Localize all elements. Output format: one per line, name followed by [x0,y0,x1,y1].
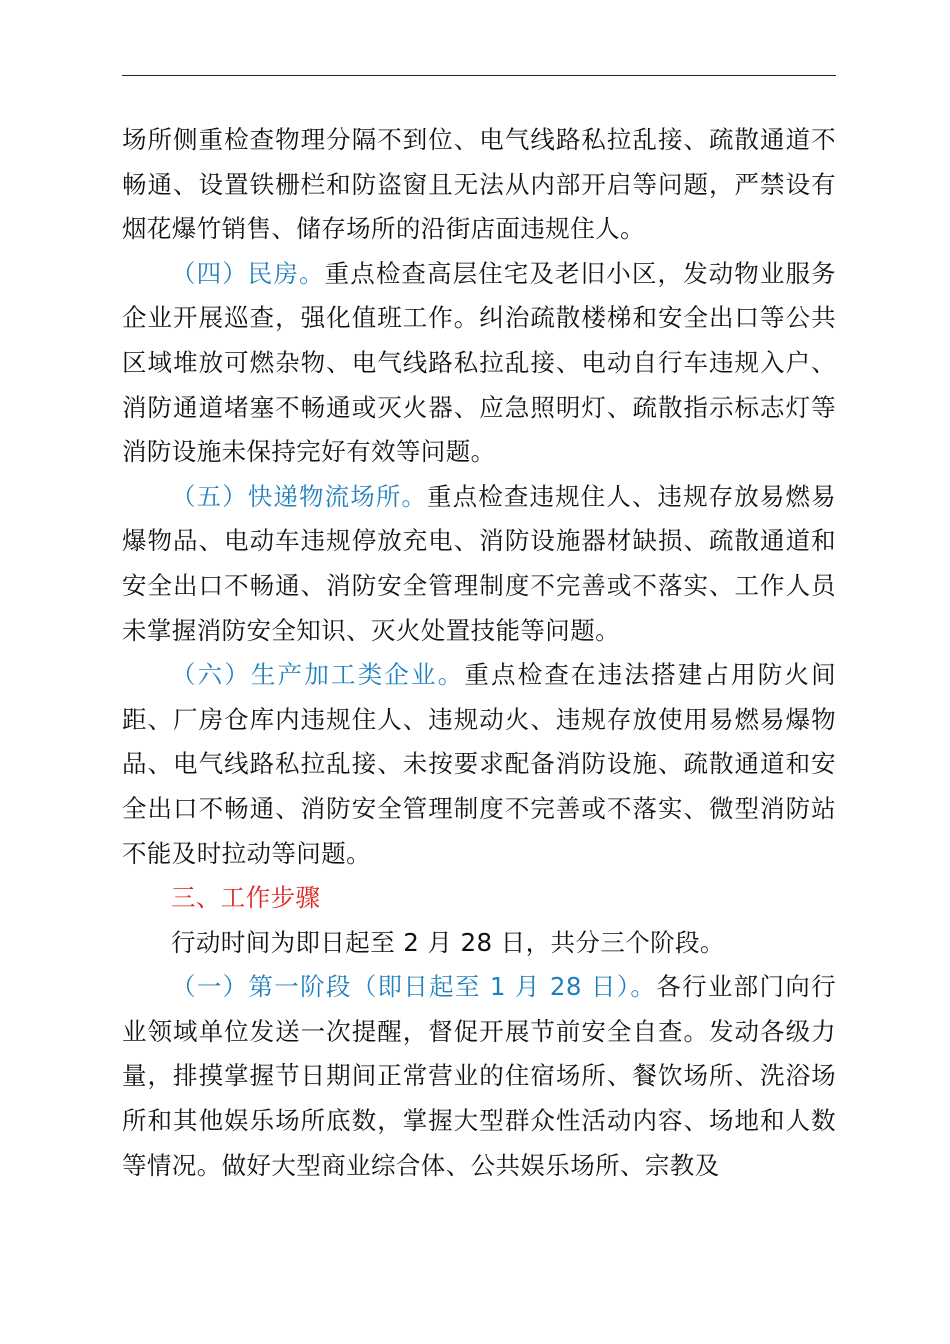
paragraph-text: 重点检查高层住宅及老旧小区，发动物业服务企业开展巡查，强化值班工作。纠治疏散楼梯和安全出口等公共区域堆放可燃杂物、电气线路私拉乱接、电动自行车违规入户、消防通道堵塞不畅通或灭火器、应急照明灯、疏散指示标志灯等消防设施未保持完好有效等问题。 [122,258,836,467]
subheading-logistics: （五）快递物流场所。 [171,481,428,511]
subheading-manufacturing: （六）生产加工类企业。 [171,660,465,690]
section-title-work-steps [122,876,836,921]
paragraph-text: 场所侧重检查物理分隔不到位、电气线路私拉乱接、疏散通道不畅通、设置铁栅栏和防盗窗且无法从内部开启等问题，严禁设有烟花爆竹销售、储存场所的沿街店面违规住人。 [122,125,836,244]
paragraph-logistics [122,475,836,653]
section-title: 三、工作步骤 [171,883,321,913]
paragraph-text: 重点检查在违法搭建占用防火间距、厂房仓库内违规住人、违规动火、违规存放使用易燃易爆物品、电气线路私拉乱接、未按要求配备消防设施、疏散通道和安全出口不畅通、消防安全管理制度不完善或不落实、微型消防站不能及时拉动等问题。 [122,660,836,868]
paragraph-text: 各行业部门向行业领域单位发送一次提醒，督促开展节前安全自查。发动各级力量，排摸掌握节日期间正常营业的住宿场所、餐饮场所、洗浴场所和其他娱乐场所底数，掌握大型群众性活动内容、场地和人数等情况。做好大型商业综合体、公共娱乐场所、宗教及 [122,972,836,1180]
subheading-phase-one: （一）第一阶段（即日起至 1 月 28 日）。 [171,972,657,1002]
paragraph-residential [122,252,836,475]
subheading-residential: （四）民房。 [171,258,325,288]
paragraph-phase-one [122,965,836,1188]
header-divider [122,75,836,76]
paragraph-text: 行动时间为即日起至 2 月 28 日，共分三个阶段。 [171,927,725,957]
paragraph-timeline [122,921,836,966]
paragraph-manufacturing [122,653,836,876]
paragraph-text: 重点检查违规住人、违规存放易燃易爆物品、电动车违规停放充电、消防设施器材缺损、疏散通道和安全出口不畅通、消防安全管理制度不完善或不落实、工作人员未掌握消防安全知识、灭火处置技能等问题。 [122,481,837,645]
paragraph-continuation [122,118,836,252]
document-body [122,118,836,1188]
